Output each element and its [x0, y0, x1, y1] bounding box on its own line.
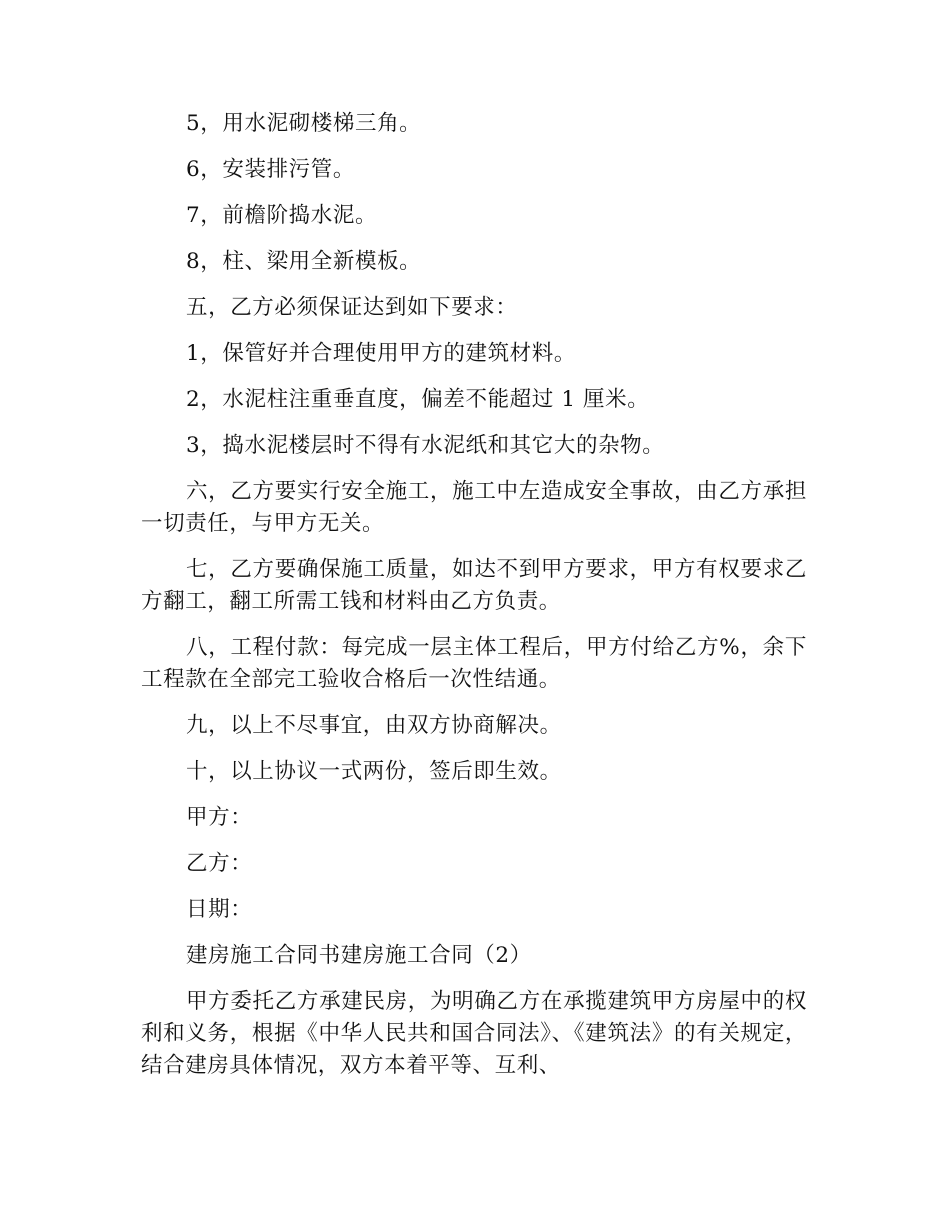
paragraph-gap — [141, 742, 807, 756]
paragraph-item-5: 5，用水泥砌楼梯三角。 — [186, 111, 422, 136]
party-a-signature-line: 甲方： — [186, 805, 253, 830]
paragraph-gap — [141, 696, 807, 710]
paragraph-item-6: 6，安装排污管。 — [186, 157, 355, 182]
section-ten-paragraph: 十，以上协议一式两份，签后即生效。 — [186, 759, 562, 784]
paragraph-gap — [141, 788, 807, 802]
paragraph-gap — [141, 186, 807, 200]
paragraph-gap — [141, 324, 807, 338]
paragraph-gap — [141, 462, 807, 476]
requirement-item-1: 1，保管好并合理使用甲方的建筑材料。 — [186, 341, 576, 366]
contract-intro-paragraph: 甲方委托乙方承建民房，为明确乙方在承揽建筑甲方房屋中的权利和义务，根据《中华人民共和国合同法》、《建筑法》的有关规定，结合建房具体情况，双方本着平等、互利、 — [141, 989, 807, 1078]
section-seven-paragraph: 七，乙方要确保施工质量，如达不到甲方要求，甲方有权要求乙方翻工，翻工所需工钱和材料由乙方负责。 — [141, 557, 807, 614]
paragraph-gap — [141, 618, 807, 632]
paragraph-gap — [141, 232, 807, 246]
paragraph-gap — [141, 278, 807, 292]
requirement-item-2: 2，水泥柱注重垂直度，偏差不能超过 1 厘米。 — [186, 387, 650, 412]
paragraph-gap — [141, 926, 807, 940]
paragraph-item-8: 8，柱、梁用全新模板。 — [186, 249, 422, 274]
paragraph-gap — [141, 540, 807, 554]
paragraph-gap — [141, 880, 807, 894]
section-six-paragraph: 六，乙方要实行安全施工，施工中左造成安全事故，由乙方承担一切责任，与甲方无关。 — [141, 479, 807, 536]
date-line: 日期： — [186, 897, 253, 922]
party-b-signature-line: 乙方： — [186, 851, 253, 876]
section-five-heading: 五，乙方必须保证达到如下要求： — [186, 295, 518, 320]
paragraph-item-7: 7，前檐阶捣水泥。 — [186, 203, 378, 228]
paragraph-gap — [141, 416, 807, 430]
document-body — [141, 108, 807, 1082]
section-nine-paragraph: 九，以上不尽事宜，由双方协商解决。 — [186, 713, 562, 738]
paragraph-gap — [141, 140, 807, 154]
contract-subtitle: 建房施工合同书建房施工合同（2） — [186, 943, 532, 968]
section-eight-paragraph: 八，工程付款：每完成一层主体工程后，甲方付给乙方%，余下工程款在全部完工验收合格后一次性结通。 — [141, 635, 807, 692]
paragraph-gap — [141, 834, 807, 848]
paragraph-gap — [141, 972, 807, 986]
paragraph-gap — [141, 370, 807, 384]
requirement-item-3: 3，捣水泥楼层时不得有水泥纸和其它大的杂物。 — [186, 433, 665, 458]
